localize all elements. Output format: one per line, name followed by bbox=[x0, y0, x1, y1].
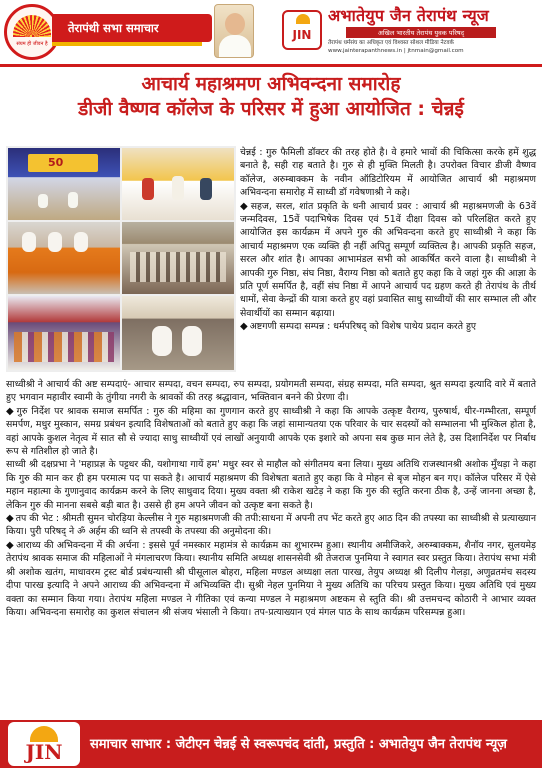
logo-caption: संयम ही जीवन है bbox=[16, 41, 48, 47]
photo-audience bbox=[122, 222, 234, 294]
person-figure bbox=[200, 178, 212, 200]
group-rows bbox=[14, 332, 114, 362]
sadhvi-figure bbox=[22, 232, 36, 252]
diamond-bullet-icon: ◆ bbox=[6, 539, 15, 551]
person-figure bbox=[142, 178, 154, 200]
jin-logo bbox=[282, 10, 322, 50]
person-figure bbox=[172, 176, 184, 200]
paragraph-nature-text: सहज, सरल, शांत प्रकृति के धनी आचार्य प्रवर : आचार्य श्री महाश्रमणजी के 63वें जन्मदिवस, 15वें पदाभिषेक दिवस एवं 51वें दीक्षा दिवस को परिलक्षित करते हुए आयोजित इस कार्यक्रम में अपने गुरु की अभिवन्दना करते हुए साध्वीश्री ने कहा कि आचार्य महाश्रमण एक व्यक्ति ही नहीं अपितु सम्पूर्ण व्यक्तित्व है। आपकी प्रकृति सहज, सरल और शांत है। आपका आभामंडल सभी को आकर्षित करने वाला है। साध्वीश्री ने आपकी गुरु निष्ठा, संघ निष्ठा, वैराग्य निष्ठा को बताते हुए कहा कि वे जहां गुरु की आज्ञा के प्रति पूर्ण समर्पित है, वहीं संघ निष्ठा में आपने आचार्य पद ग्रहण करते ही तेरापंथ के तीर्थ धामों, सेवा केन्द्रों की यात्रा करते हुए वहां प्रवासित साधु साध्वीयों की सार सम्भाल ली और सेवार्थीयों का सम्मान बढ़ाया। bbox=[240, 200, 536, 319]
paragraph-guru-nirdesh bbox=[6, 405, 536, 459]
photo-collage bbox=[6, 146, 236, 372]
footer-bar bbox=[0, 720, 542, 768]
photo-sadhvis bbox=[8, 222, 120, 294]
person-figure bbox=[38, 194, 48, 208]
audience-rows bbox=[130, 252, 226, 282]
diamond-bullet-icon: ◆ bbox=[240, 200, 249, 212]
ribbon-underline bbox=[52, 42, 202, 46]
article-body-full bbox=[6, 378, 536, 619]
title-line-2: डीजी वैष्णव कॉलेज के परिसर में हुआ आयोजित : चेन्नई bbox=[78, 98, 464, 120]
photo-women-group bbox=[8, 296, 120, 370]
photo-presentation bbox=[122, 148, 234, 220]
banner-number: 50 bbox=[48, 156, 64, 169]
sadhvi-figure bbox=[48, 232, 62, 252]
brand-website[interactable]: www.jainterapanthnews.in | jtnmain@gmail.com bbox=[328, 47, 464, 54]
portrait-face bbox=[225, 13, 245, 35]
photo-stage bbox=[8, 148, 120, 220]
sun-rays-icon bbox=[13, 15, 51, 37]
paragraph-nature bbox=[240, 200, 536, 321]
paragraph-ashtagani bbox=[240, 320, 536, 333]
paragraph-tap-text: तप की भेट : श्रीमती सुमन चोरड़िया केल्लीस ने गुरु महाश्रमणजी की तपी:साधना में अपनी तप भेंट करते हुए आठ दिन की तपस्या का साध्वीश्री से प्रत्याख्यान किया। पुरी परिषद् ने ॐ अर्हम की ध्वनि से तपस्वी के तपस्या की अनुमोदना की। bbox=[6, 513, 536, 538]
footer-credit: समाचार साभार : जेटीएन चेन्नई से स्वरूपचंद दांती, प्रस्तुति : अभातेयुप जैन तेरापंथ न्यूज़ bbox=[90, 737, 507, 752]
portrait-robe bbox=[219, 35, 251, 58]
brand-description: तेरापंथ धर्मसंघ का अधिकृत एवं विश्वस्त सोशल मीडिया नेटवर्क bbox=[328, 40, 454, 46]
paragraph-guests: साध्वी श्री दक्षप्रभा ने 'महाप्रज्ञ के पट्टधर की, यशोगाथा गायें हम' मधुर स्वर से माहौल को संगीतमय बना लिया। मुख्य अतिथि राजस्थानश्री अशोक मुँथड़ा ने कहा कि गुरु की मान कर ही हम परमात्म पद पा सकते है। आचार्य महाश्रमण की विशेषता बताते हुए कहा कि वे मोहन से बृज मोहन बन गए। कॉलेज परिसर में ऐसे महान महात्मा के गुणानुवाद कार्यक्रम करने के लिए साधुवाद दिया। मुख्य वक्ता श्री राकेश खटेड़ ने कहा कि गुरु की स्तुति करना ठीक है, उन्हें जानना अच्छा है, लेकिन गुरु की मानना सबसे बड़ी बात है। उससे ही हम अपने जीवन को उत्कृष्ट बना सकते है। bbox=[6, 459, 536, 511]
header bbox=[0, 0, 542, 66]
title-line-1: आचार्य महाश्रमण अभिवन्दना समारोह bbox=[141, 73, 401, 95]
person-figure bbox=[68, 192, 78, 208]
paragraph-guru-nirdesh-text: गुरु निर्देश पर श्रावक समाज समर्पित : गुरु की महिमा का गुणगान करते हुए साध्वीश्री ने कहा कि आपके उत्कृष्ट वैराग्य, पुरुषार्थ, धीर-गम्भीरता, सम्पूर्ण समर्पण, मधुर मुस्कान, समग्र प्रबंधन इत्यादि विशेषताओं को बताते हुए कहा कि जहां सामान्यतया एक परिवार के चार सदस्यों को सम्भालना भी मुश्किल होता है, वहां आपके कुशल नेतृत्व में सात सौ से ज्यादा साधु साध्वीयों एवं लाखों अनुयायी आपके एक इशारे को अपना सब कुछ मान लेते है, उस दिशानिर्देश पर निर्बाध रूप से गतिशील हो जाते है। bbox=[6, 405, 536, 458]
brand-name: अभातेयुप जैन तेरापंथ न्यूज bbox=[328, 6, 489, 25]
ribbon-label: तेरापंथी सभा समाचार bbox=[68, 20, 159, 35]
sadhvi-figure bbox=[182, 326, 202, 356]
paragraph-archana bbox=[6, 539, 536, 619]
article-title bbox=[0, 72, 542, 122]
paragraph-archana-text: आराध्य की अभिवन्दना में की अर्चना : इससे पूर्व नमस्कार महामंत्र से कार्यक्रम का शुभारम्भ हुआ। स्थानीय अमीजिकरे, अरुम्बाक्कम, शैनॉय नगर, सुलयमेड़ तेरापंथ श्रावक समाज की महिलाओं ने मंगलाचरण किया। स्थानीय समिति अध्यक्ष शासनसेवी श्री तेजराज पुनमिया ने स्वागत स्वर प्रस्तुत किया। तेरापंथ सभा मंत्री श्री अशोक खतंग, माधावरम ट्रस्ट बोर्ड प्रबंधन्यासी श्री घीसूलाल बोहरा, महिला मण्डल अध्यक्षा लता पारख, तेयुप अध्यक्ष श्री दिलीप गेलड़ा, अणुव्रतमंच सदस्य दीपा पारख इत्यादि ने अपने आराध्य की अभिवन्दना में अभिव्यक्ति दी। सुश्री नेहल पुनमिया ने मुख्य अतिथि का परिचय प्रस्तुत किया। मुख्य अतिथि एवं मुख्य वक्ता का सम्मान किया गया। तेरापंथ महिला मण्डल ने गीतिका एवं कन्या मण्डल ने महाश्रमण अष्टकम से स्तुति की। श्री उत्तमचन्द कोठारी ने आभार व्यक्त किया। अभिवन्दना समारोह का कुशल संचालन श्री संजय भंसाली ने किया। तप-प्रत्याख्यान एवं मंगल पाठ के साथ कार्यक्रम परिसम्पन्न हुआ। bbox=[6, 539, 536, 618]
brand-tagline: अखिल भारतीय तेरापंथ युवक परिषद् bbox=[346, 27, 496, 38]
section-ribbon bbox=[52, 14, 212, 42]
article-column-right bbox=[240, 146, 536, 334]
paragraph-sampada: साध्वीश्री ने आचार्य की अष्ट सम्पदाएं- आचार सम्पदा, वचन सम्पदा, रुप सम्पदा, प्रयोगमती सम्पदा, संग्रह सम्पदा, मति सम्पदा, श्रुत सम्पदा इत्यादि वारे में बताते हुए भगवान महावीर स्वामी के तुंगीया नगरी के श्रावकों की तरह श्रद्धावान, भक्तिवान बनने की प्रेरणा दी। bbox=[6, 379, 536, 404]
acharya-portrait bbox=[214, 4, 254, 58]
paragraph-tap bbox=[6, 512, 536, 539]
footer-jin-logo bbox=[8, 722, 80, 766]
sun-icon bbox=[296, 14, 310, 24]
photo-hall bbox=[122, 296, 234, 370]
diamond-bullet-icon: ◆ bbox=[240, 321, 248, 333]
header-divider bbox=[0, 64, 542, 67]
paragraph-ashtagani-text: अष्टगणी सम्पदा सम्पन्न : धर्मपरिषद् को विशेष पाथेय प्रदान करते हुए bbox=[249, 321, 477, 333]
jin-logo-text: JIN bbox=[292, 28, 312, 42]
brand-block bbox=[328, 4, 538, 54]
sadhvi-figure bbox=[152, 326, 172, 356]
diamond-bullet-icon: ◆ bbox=[6, 405, 15, 417]
intro-paragraph: चेन्नई : गुरु फैमिली डॉक्टर की तरह होते है। वे हमारे भावों की चिकित्सा करके हमें शुद्ध बनाते है, सही राह बताते है। गुरु से ही मुक्ति मिलती है। उपरोक्त विचार डीजी वैष्णव कॉलेज, अरुम्बाक्कम के नवीन ऑडिटोरियम में आयोजित आचार्य श्री महाश्रमण अभिवन्दना समारोह में साध्वी डॉ गवेषणाश्री ने कहे। bbox=[240, 147, 536, 199]
diamond-bullet-icon: ◆ bbox=[6, 513, 14, 525]
footer-logo-text: JIN bbox=[25, 740, 63, 764]
sadhvi-figure bbox=[74, 232, 88, 252]
